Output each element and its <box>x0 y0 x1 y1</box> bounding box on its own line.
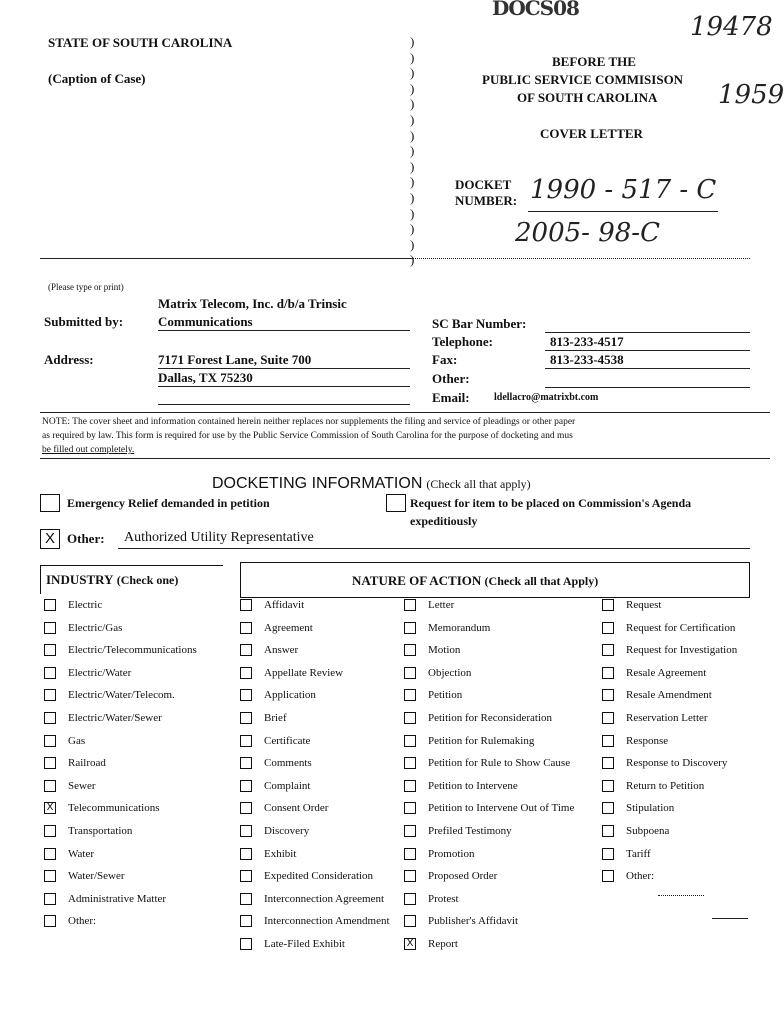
nature-item-row <box>240 825 309 837</box>
industry-item-label: Transportation <box>68 825 133 837</box>
nature-item-row <box>404 757 570 769</box>
other-docketing-value: Authorized Utility Representative <box>124 530 314 545</box>
industry-item-label: Railroad <box>68 757 106 770</box>
nature-item-checkbox[interactable] <box>602 825 614 837</box>
address-line1: 7171 Forest Lane, Suite 700 <box>158 352 312 367</box>
nature-item-label: Exhibit <box>264 847 297 860</box>
nature-item-label: Petition for Rulemaking <box>428 734 535 747</box>
nature-item-row <box>404 735 534 747</box>
nature-item-checkbox[interactable] <box>602 735 614 747</box>
nature-item-label: Petition for Reconsideration <box>428 712 553 724</box>
nature-item-checkbox[interactable] <box>404 667 416 679</box>
industry-item-row <box>44 802 159 814</box>
industry-item-row <box>44 848 94 860</box>
nature-item-row <box>404 825 512 837</box>
nature-item-checkbox[interactable] <box>404 644 416 656</box>
telephone-value: 813-233-4517 <box>550 334 624 349</box>
industry-item-checkbox[interactable] <box>44 893 56 905</box>
docket-number-2-handwritten: 2005- 98-C <box>515 218 660 248</box>
nature-item-checkbox[interactable] <box>404 780 416 792</box>
docket-number-label: NUMBER: <box>455 193 518 208</box>
cover-letter-title: COVER LETTER <box>540 126 643 141</box>
industry-item-row <box>44 915 96 927</box>
note-line2: as required by law. This form is required for use by the Public Service Commission of South Carolina for the purpose of docketing and mus <box>42 431 573 441</box>
please-type-note: (Please type or print) <box>48 282 124 292</box>
nature-item-label: Resale Amendment <box>626 689 712 702</box>
nature-item-checkbox[interactable] <box>602 667 614 679</box>
nature-item-label: Objection <box>428 666 472 679</box>
nature-item-checkbox[interactable] <box>404 848 416 860</box>
nature-item-label: Resale Agreement <box>626 666 707 679</box>
nature-item-checkbox[interactable] <box>240 870 252 882</box>
industry-item-checkbox[interactable] <box>44 599 56 611</box>
nature-item-row <box>602 667 706 679</box>
nature-item-row <box>404 689 462 701</box>
nature-item-row <box>602 825 669 837</box>
other-contact-label: Other: <box>432 371 470 386</box>
nature-item-row <box>602 644 737 656</box>
industry-item-checkbox[interactable] <box>44 644 56 656</box>
nature-item-row <box>404 644 460 656</box>
nature-item-label: Proposed Order <box>428 870 498 883</box>
telephone-label: Telephone: <box>432 334 493 349</box>
nature-item-row <box>404 667 471 679</box>
address-line2-rule <box>158 386 410 387</box>
emergency-checkbox[interactable] <box>40 494 60 512</box>
submitter-name-line2: Communications <box>158 314 253 329</box>
address-line3-rule <box>158 404 410 405</box>
nature-item-label: Publisher's Affidavit <box>428 915 519 928</box>
nature-header-note: (Check all that Apply) <box>484 574 599 588</box>
nature-item-row <box>602 870 654 882</box>
note-line1: NOTE: The cover sheet and information contained herein neither replaces nor supplements the filing and service of pleadings or other paper <box>42 417 576 427</box>
nature-item-row <box>404 622 490 634</box>
industry-item-checkbox[interactable] <box>44 712 56 724</box>
industry-item-checkbox[interactable] <box>44 622 56 634</box>
submitted-by-label: Submitted by: <box>44 314 124 329</box>
industry-item-label: Electric <box>68 599 103 611</box>
industry-item-label: Electric/Water <box>68 666 132 679</box>
nature-item-checkbox[interactable] <box>404 735 416 747</box>
nature-item-checkbox[interactable] <box>240 802 252 814</box>
nature-item-label: Prefiled Testimony <box>428 825 512 837</box>
nature-item-row <box>240 622 313 634</box>
industry-item-label: Electric/Water/Telecom. <box>68 689 175 702</box>
nature-item-label: Discovery <box>264 825 310 837</box>
nature-item-row <box>404 870 497 882</box>
received-stamp: DOCS08 <box>492 0 579 20</box>
industry-header-text: INDUSTRY <box>46 572 114 587</box>
nature-item-label: Agreement <box>264 621 313 634</box>
nature-item-label: Petition <box>428 689 463 702</box>
emergency-label: Emergency Relief demanded in petition <box>67 496 270 510</box>
industry-item-label: Sewer <box>68 779 96 792</box>
nature-item-checkbox[interactable] <box>602 757 614 769</box>
nature-item-row <box>240 893 384 905</box>
nature-item-row <box>240 802 328 814</box>
nature-item-checkbox[interactable] <box>240 689 252 701</box>
nature-item-row <box>404 802 574 814</box>
nature-item-label: Memorandum <box>428 621 491 634</box>
nature-item-label: Report <box>428 938 458 950</box>
nature-item-row <box>240 689 316 701</box>
industry-item-row <box>44 667 131 679</box>
nature-item-checkbox[interactable] <box>602 780 614 792</box>
other-docketing-checkbox[interactable]: X <box>40 529 60 549</box>
nature-item-checkbox[interactable] <box>404 599 416 611</box>
fax-value: 813-233-4538 <box>550 352 624 367</box>
nature-item-label: Reservation Letter <box>626 712 708 724</box>
nature-item-label: Other: <box>626 870 655 883</box>
nature-item-label: Promotion <box>428 847 475 860</box>
nature-item-checkbox[interactable] <box>240 915 252 927</box>
nature-item-checkbox[interactable] <box>240 757 252 769</box>
industry-item-checkbox[interactable] <box>44 780 56 792</box>
industry-item-label: Water/Sewer <box>68 870 125 883</box>
nature-item-label: Subpoena <box>626 825 670 837</box>
nature-item-row <box>404 780 518 792</box>
nature-item-row <box>240 915 390 927</box>
note-bottom-rule <box>40 458 770 459</box>
sc-bar-line <box>545 332 750 333</box>
state-heading: STATE OF SOUTH CAROLINA <box>48 35 233 50</box>
nature-item-row <box>240 644 298 656</box>
nature-item-checkbox[interactable] <box>404 757 416 769</box>
nature-item-checkbox[interactable] <box>240 780 252 792</box>
nature-item-checkbox[interactable] <box>240 735 252 747</box>
industry-item-checkbox[interactable] <box>44 825 56 837</box>
nature-item-label: Appellate Review <box>264 666 344 679</box>
industry-item-row <box>44 825 132 837</box>
industry-item-label: Gas <box>68 734 86 747</box>
industry-item-row <box>44 735 85 747</box>
nature-item-label: Request <box>626 599 662 611</box>
nature-item-checkbox[interactable] <box>602 848 614 860</box>
nature-item-label: Petition to Intervene <box>428 779 518 792</box>
industry-item-label: Electric/Telecommunications <box>68 644 197 657</box>
industry-item-row <box>44 893 166 905</box>
nature-item-checkbox[interactable] <box>602 644 614 656</box>
nature-item-row <box>240 870 373 882</box>
industry-item-label: Telecommunications <box>68 802 160 815</box>
nature-item-label: Stipulation <box>626 802 675 815</box>
nature-item-checkbox[interactable] <box>240 938 252 950</box>
email-value: ldellacro@matrixbt.com <box>494 392 599 403</box>
nature-item-row <box>602 599 661 611</box>
nature-item-row <box>404 915 518 927</box>
nature-item-label: Comments <box>264 757 312 770</box>
nature-item-label: Affidavit <box>264 599 305 611</box>
industry-item-row <box>44 644 197 656</box>
nature-item-checkbox[interactable] <box>240 825 252 837</box>
nature-item-row <box>602 848 651 860</box>
docketing-title-text: DOCKETING INFORMATION <box>212 475 423 492</box>
nature-item-label: Answer <box>264 644 299 657</box>
nature-item-label: Consent Order <box>264 802 329 815</box>
nature-item-label: Request for Certification <box>626 621 736 634</box>
nature-item-row <box>404 712 552 724</box>
nature-item-checkbox[interactable] <box>240 712 252 724</box>
nature-item-label: Brief <box>264 712 287 724</box>
fax-label: Fax: <box>432 352 458 367</box>
nature-item-label: Return to Petition <box>626 779 705 792</box>
submitter-line <box>158 330 410 331</box>
nature-item-row <box>404 848 474 860</box>
nature-item-label: Certificate <box>264 734 311 747</box>
nature-item-checkbox[interactable] <box>404 802 416 814</box>
submitter-name-line1: Matrix Telecom, Inc. d/b/a Trinsic <box>158 296 347 311</box>
nature-item-checkbox[interactable] <box>240 644 252 656</box>
industry-header-note: (Check one) <box>116 573 179 587</box>
nature-item-row <box>602 689 712 701</box>
address-line2: Dallas, TX 75230 <box>158 370 253 385</box>
nature-item-row <box>240 938 345 950</box>
nature-item-row <box>240 735 310 747</box>
nature-item-checkbox[interactable] <box>602 802 614 814</box>
note-top-rule <box>40 412 770 413</box>
agenda-request-label: Request for item to be placed on Commission's Agenda <box>410 496 692 510</box>
other-contact-line <box>545 387 750 388</box>
industry-item-checkbox[interactable] <box>44 915 56 927</box>
industry-header <box>46 572 178 588</box>
nature-item-checkbox[interactable] <box>240 667 252 679</box>
industry-item-row <box>44 870 125 882</box>
nature-item-row <box>240 780 310 792</box>
nature-item-checkbox[interactable] <box>404 870 416 882</box>
nature-item-label: Protest <box>428 892 459 905</box>
industry-item-checkbox[interactable] <box>44 870 56 882</box>
nature-item-label: Complaint <box>264 779 311 792</box>
address-line1-rule <box>158 368 410 369</box>
industry-item-label: Other: <box>68 915 97 928</box>
nature-item-checkbox[interactable] <box>240 599 252 611</box>
nature-item-row <box>240 712 287 724</box>
nature-other-line <box>658 895 704 896</box>
docketing-title-note: (Check all that apply) <box>426 477 531 491</box>
industry-item-label: Water <box>68 847 94 860</box>
industry-item-checkbox[interactable] <box>44 848 56 860</box>
address-label: Address: <box>44 352 94 367</box>
nature-item-row <box>602 622 735 634</box>
email-label: Email: <box>432 390 470 405</box>
other-docketing-line <box>118 548 750 549</box>
docket-number-handwritten: 1990 - 517 - C <box>530 175 717 205</box>
note-line3: be filled out completely. <box>42 445 135 455</box>
nature-item-row <box>602 735 668 747</box>
nature-item-row <box>240 667 343 679</box>
docketing-title <box>212 475 531 493</box>
docket-bottom-rule <box>412 258 750 259</box>
nature-item-label: Late-Filed Exhibit <box>264 938 345 950</box>
nature-header-text: NATURE OF ACTION <box>352 573 482 588</box>
nature-item-label: Application <box>264 689 316 702</box>
docket-label: DOCKET <box>455 177 512 192</box>
agenda-request-checkbox[interactable] <box>386 494 406 512</box>
industry-item-checkbox[interactable] <box>44 689 56 701</box>
nature-item-row <box>602 780 704 792</box>
nature-item-checkbox[interactable] <box>240 893 252 905</box>
handwritten-number-top: 19478 <box>690 12 773 42</box>
nature-item-checkbox[interactable] <box>404 689 416 701</box>
industry-item-checkbox[interactable] <box>44 757 56 769</box>
nature-item-row <box>602 712 708 724</box>
commission-state: OF SOUTH CAROLINA <box>517 90 658 105</box>
nature-item-label: Letter <box>428 599 455 611</box>
nature-item-label: Response <box>626 734 669 747</box>
nature-item-label: Response to Discovery <box>626 757 728 770</box>
industry-item-row <box>44 689 175 701</box>
industry-item-label: Administrative Matter <box>68 892 167 905</box>
nature-item-checkbox[interactable] <box>602 712 614 724</box>
industry-item-checkbox[interactable] <box>44 667 56 679</box>
other-docketing-label: Other: <box>67 531 105 546</box>
nature-item-checkbox[interactable] <box>602 689 614 701</box>
sc-bar-label: SC Bar Number: <box>432 316 527 331</box>
nature-item-checkbox[interactable] <box>602 870 614 882</box>
industry-item-row <box>44 599 102 611</box>
nature-item-label: Request for Investigation <box>626 644 738 657</box>
industry-item-row <box>44 712 162 724</box>
industry-item-checkbox[interactable] <box>44 735 56 747</box>
nature-item-row <box>240 848 296 860</box>
commission-name: PUBLIC SERVICE COMMISISON <box>482 72 684 87</box>
nature-item-checkbox[interactable] <box>404 712 416 724</box>
agenda-request-label-2: expeditiously <box>410 514 478 528</box>
nature-header <box>352 573 598 589</box>
nature-item-label: Petition for Rule to Show Cause <box>428 757 571 770</box>
nature-item-checkbox[interactable] <box>602 622 614 634</box>
nature-item-row <box>404 599 454 611</box>
nature-item-label: Motion <box>428 644 461 657</box>
nature-item-checkbox[interactable] <box>602 599 614 611</box>
fax-line <box>545 368 750 369</box>
nature-item-checkbox[interactable] <box>404 915 416 927</box>
nature-item-label: Expedited Consideration <box>264 870 374 883</box>
telephone-line <box>545 350 750 351</box>
industry-item-row <box>44 780 96 792</box>
handwritten-number-right: 1959 <box>718 80 784 110</box>
caption-bottom-rule <box>40 258 412 259</box>
nature-item-row <box>404 938 458 950</box>
nature-item-label: Interconnection Amendment <box>264 915 390 928</box>
nature-item-row <box>602 757 727 769</box>
docket-number-line <box>528 211 718 212</box>
nature-item-label: Tariff <box>626 847 651 860</box>
industry-item-checkbox[interactable]: X <box>44 802 56 814</box>
nature-item-checkbox[interactable] <box>404 825 416 837</box>
nature-item-checkbox[interactable] <box>240 848 252 860</box>
nature-item-checkbox[interactable]: X <box>404 938 416 950</box>
industry-item-row <box>44 757 106 769</box>
caption-of-case: (Caption of Case) <box>48 71 146 86</box>
industry-item-label: Electric/Water/Sewer <box>68 712 162 724</box>
nature-item-checkbox[interactable] <box>404 893 416 905</box>
nature-item-label: Interconnection Agreement <box>264 892 385 905</box>
nature-item-checkbox[interactable] <box>404 622 416 634</box>
nature-item-checkbox[interactable] <box>240 622 252 634</box>
nature-item-row <box>404 893 459 905</box>
nature-item-row <box>240 599 304 611</box>
industry-item-label: Electric/Gas <box>68 621 123 634</box>
before-the: BEFORE THE <box>552 54 636 69</box>
caption-divider-parens: ) ) ) ) ) ) ) ) ) ) ) ) ) ) ) <box>410 34 415 268</box>
nature-item-row <box>240 757 312 769</box>
nature-item-row <box>602 802 674 814</box>
nature-item-label: Petition to Intervene Out of Time <box>428 802 575 815</box>
industry-item-row <box>44 622 122 634</box>
industry-other-line <box>712 918 748 919</box>
